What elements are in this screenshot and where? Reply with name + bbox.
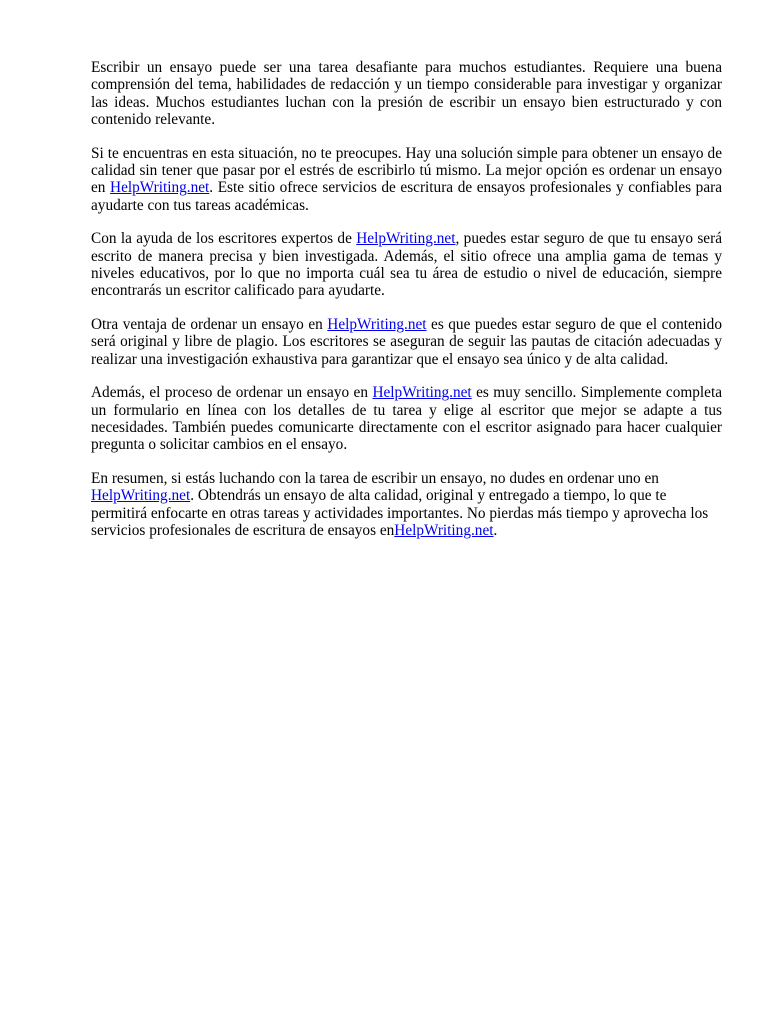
paragraph-text: Otra ventaja de ordenar un ensayo en [91,315,328,333]
helpwriting-link[interactable]: HelpWriting.net [356,230,456,248]
paragraph-text: Si te encuentras en esta situación, no te preocupes. Hay una solución simple para obtener un ensayo de calidad sin tener que pasar por el estrés de escribirlo tú mismo. La mejor opción es ordenar un ensayo en [91,144,722,197]
paragraph [91,470,722,540]
paragraph-text: . [493,521,498,539]
paragraph-text: . Obtendrás un ensayo de alta calidad, original y entregado a tiempo, lo que te permitirá enfocarte en otras tareas y actividades importantes. No pierdas más tiempo y aprovecha los servicios profesionales de escritura de ensayos en [91,487,709,539]
helpwriting-link[interactable]: HelpWriting.net [327,315,427,333]
helpwriting-link[interactable]: HelpWriting.net [91,487,191,505]
paragraph-text: Escribir un ensayo puede ser una tarea desafiante para muchos estudiantes. Requiere una buena comprensión del tema, habilidades de redacción y un tiempo considerable para investigar y organizar las ideas. Muchos estudiantes luchan con la presión de escribir un ensayo bien estructurado y con contenido relevante. [91,59,722,129]
paragraph [91,59,722,129]
paragraph [91,384,722,454]
paragraph-text: , puedes estar seguro de que tu ensayo será escrito de manera precisa y bien investigada. Además, el sitio ofrece una amplia gama de temas y niveles educativos, por lo que no importa cuál sea tu área de estudio o nivel de educación, siempre encontrarás un escritor calificado para ayudarte. [91,230,722,300]
document-body [91,59,722,539]
paragraph [91,145,722,215]
paragraph-text: En resumen, si estás luchando con la tarea de escribir un ensayo, no dudes en ordenar uno en [91,469,659,487]
paragraph-text: es muy sencillo. Simplemente completa un formulario en línea con los detalles de tu tarea y elige al escritor que mejor se adapte a tus necesidades. También puedes comunicarte directamente con el escritor asignado para hacer cualquier pregunta o solicitar cambios en el ensayo. [91,384,722,454]
paragraph-text: . Este sitio ofrece servicios de escritura de ensayos profesionales y confiables para ayudarte con tus tareas académicas. [91,179,722,214]
helpwriting-link[interactable]: HelpWriting.net [110,179,210,197]
paragraph-text: Además, el proceso de ordenar un ensayo en [91,384,373,402]
paragraph-text: es que puedes estar seguro de que el contenido será original y libre de plagio. Los escritores se aseguran de seguir las pautas de citación adecuadas y realizar una investigación exhaustiva para garantizar que el ensayo sea único y de alta calidad. [91,315,722,368]
helpwriting-link[interactable]: HelpWriting.net [372,384,472,402]
paragraph [91,316,722,368]
paragraph [91,230,722,300]
helpwriting-link[interactable]: HelpWriting.net [394,521,494,539]
paragraph-text: Con la ayuda de los escritores expertos de [91,230,357,248]
